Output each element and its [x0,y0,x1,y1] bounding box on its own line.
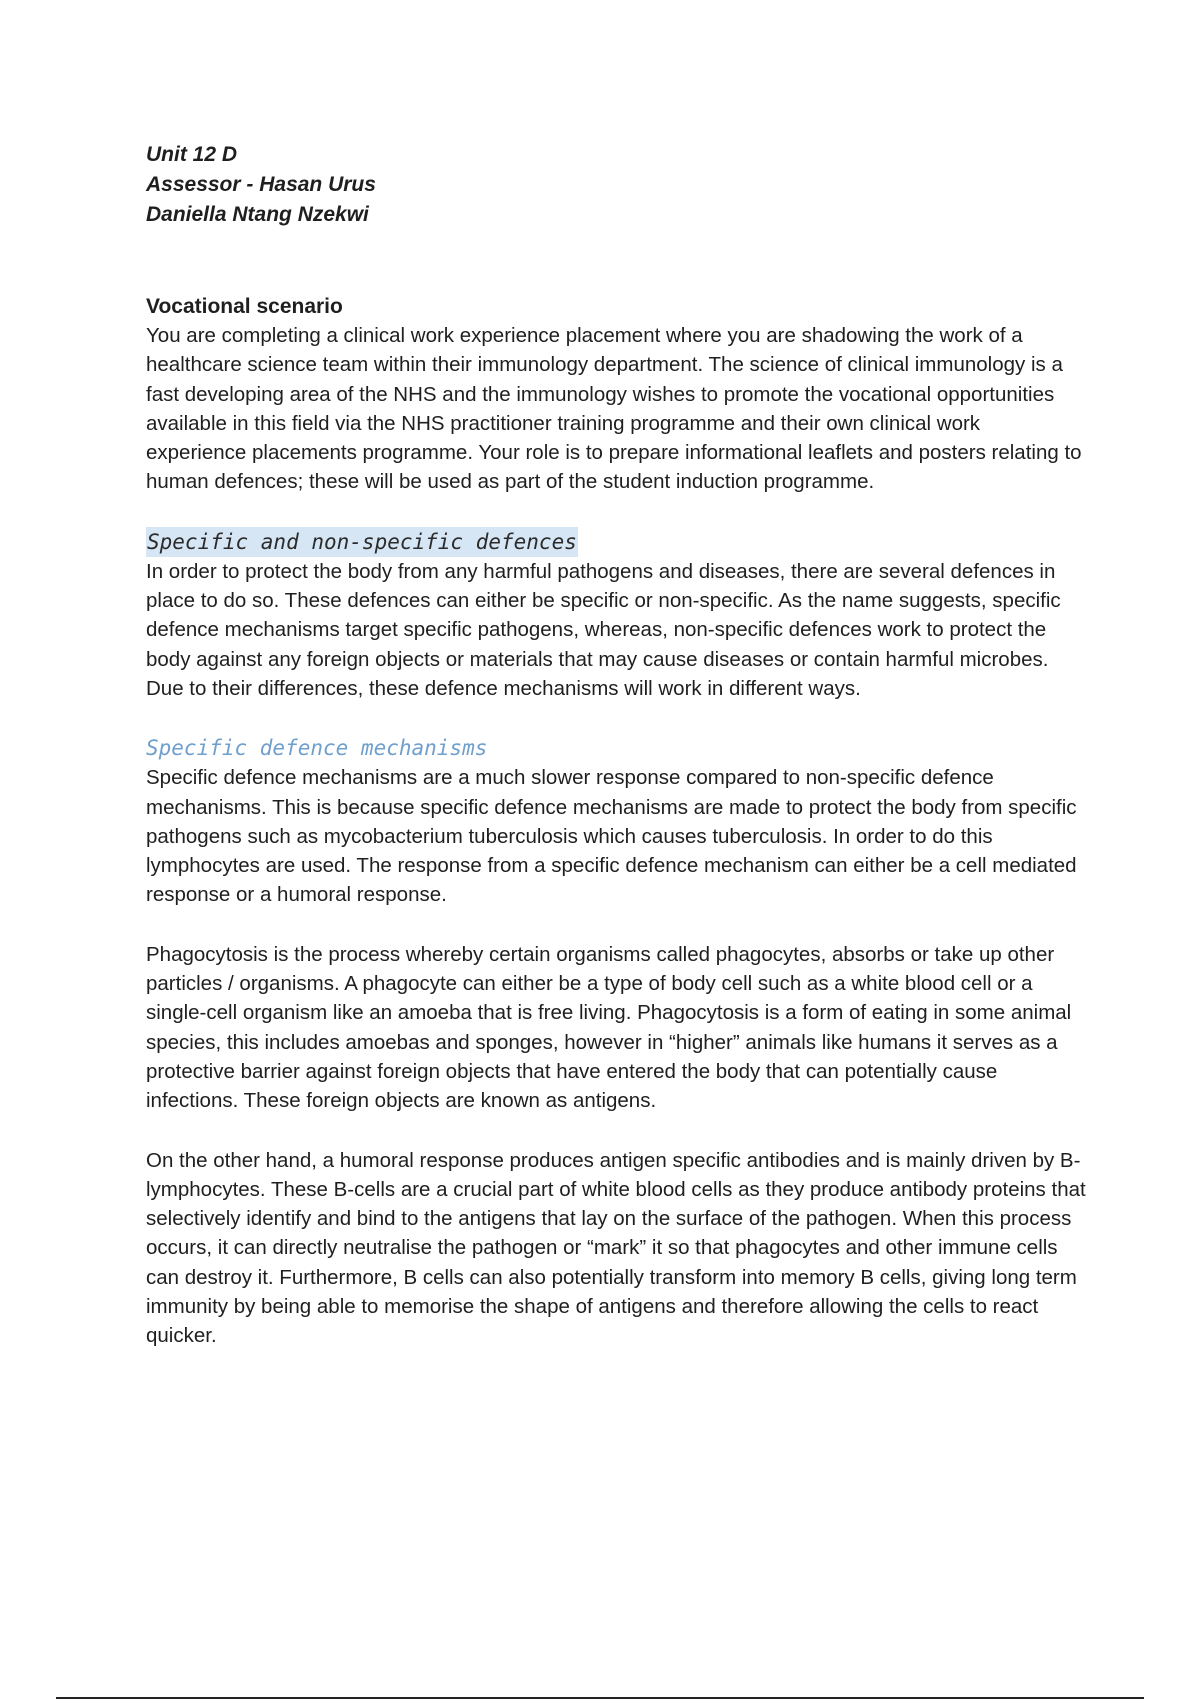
humoral-response-paragraph: On the other hand, a humoral response produces antigen specific antibodies and is mainly driven by B-lymphocytes. These B-cells are a crucial part of white blood cells as they produce antibody proteins that selectively identify and bind to the antigens that lay on the surface of the pathogen. When this process occurs, it can directly neutralise the pathogen or “mark” it so that phagocytes and other immune cells can destroy it. Furthermore, B cells can also potentially transform into memory B cells, giving long term immunity by being able to memorise the shape of antigens and therefore allowing the cells to react quicker. [146,1148,1086,1348]
specific-mechanisms-body: Specific defence mechanisms are a much slower response compared to non-specific defence mechanisms. This is because specific defence mechanisms are made to protect the body from specific pathogens such as mycobacterium tuberculosis which causes tuberculosis. In order to do this lymphocytes are used. The response from a specific defence mechanism can either be a cell mediated response or a humoral response. [146,766,1077,907]
spacer [146,703,1086,733]
vocational-scenario-body: You are completing a clinical work experience placement where you are shadowing the work of a healthcare science team within their immunology department. The science of clinical immunology is a fast developing area of the NHS and the immunology wishes to promote the vocational opportunities available in this field via the NHS practitioner training programme and their own clinical work experience placements programme. Your role is to prepare informational leaflets and posters relating to human defences; these will be used as part of the student induction programme. [146,324,1082,494]
spacer [146,910,1086,940]
document-page [146,140,1086,1351]
vocational-scenario-title: Vocational scenario [146,295,343,318]
spacer [146,230,1086,292]
spacer [146,1116,1086,1146]
defences-body: In order to protect the body from any harmful pathogens and diseases, there are several defences in place to do so. These defences can either be specific or non-specific. As the name suggests, specific defence mechanisms target specific pathogens, whereas, non-specific defences work to protect the body against any foreign objects or materials that may cause diseases or contain harmful microbes. Due to their differences, these defence mechanisms will work in different ways. [146,559,1061,700]
author-name: Daniella Ntang Nzekwi [146,203,369,226]
phagocytosis-paragraph: Phagocytosis is the process whereby certain organisms called phagocytes, absorbs or take up other particles / organisms. A phagocyte can either be a type of body cell such as a white blood cell or a single-cell organism like an amoeba that is free living. Phagocytosis is a form of eating in some animal species, this includes amoebas and sponges, however in “higher” animals like humans it serves as a protective barrier against foreign objects that have entered the body that can potentially cause infections. These foreign objects are known as antigens. [146,942,1072,1113]
assessor-label: Assessor - Hasan Urus [146,173,376,196]
page-bottom-rule [56,1697,1144,1699]
spacer [146,497,1086,527]
defences-heading: Specific and non-specific defences [146,527,578,557]
specific-mechanisms-heading: Specific defence mechanisms [146,736,488,761]
unit-label: Unit 12 D [146,143,238,166]
